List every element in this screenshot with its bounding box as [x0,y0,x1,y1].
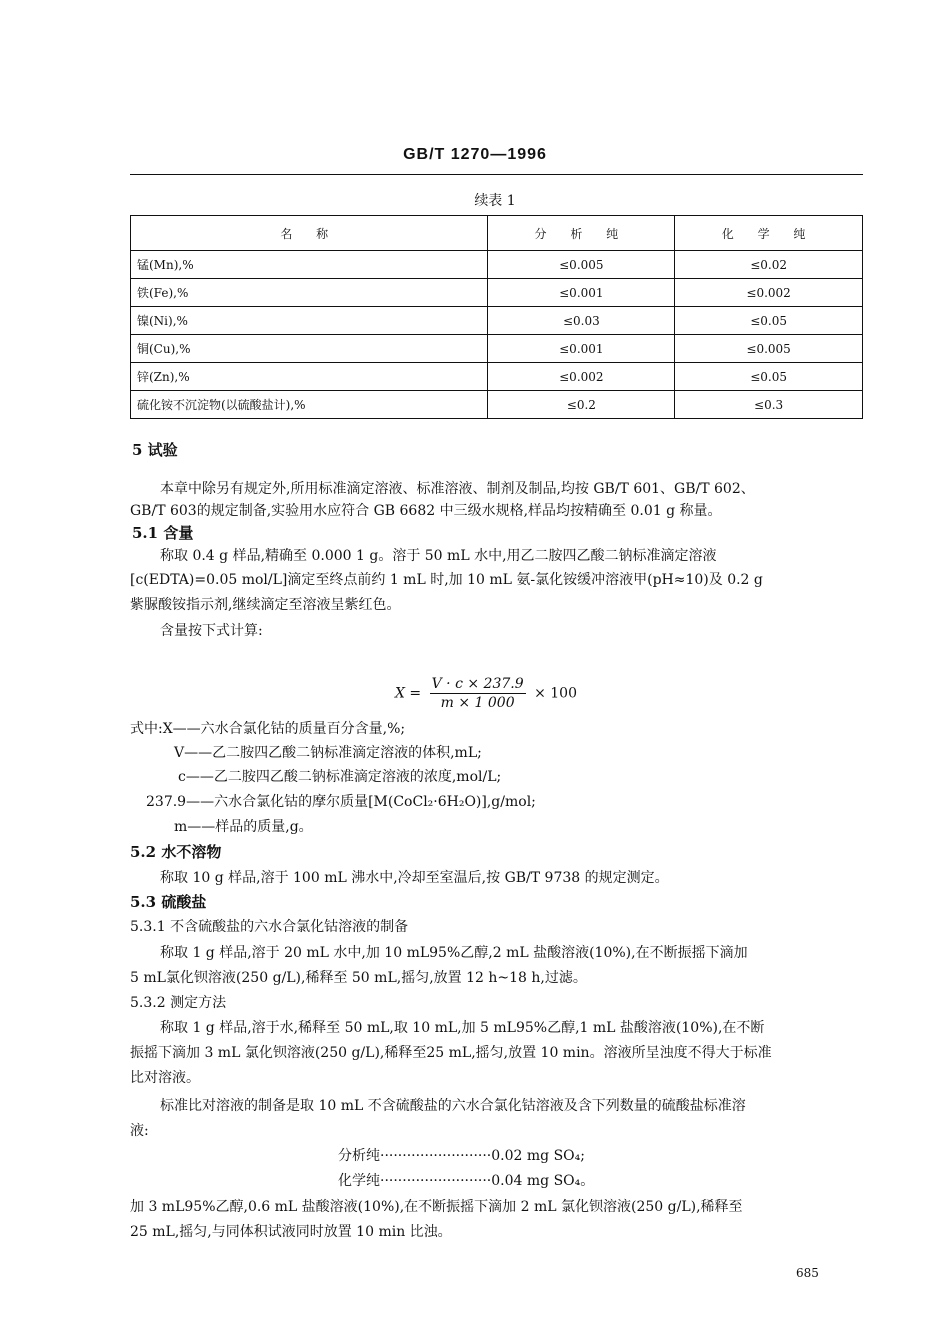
row-label: 硫化铵不沉淀物(以硫酸盐计),% [131,391,488,419]
intro-line-1: 本章中除另有规定外,所用标准滴定溶液、标准溶液、制剂及制品,均按 GB/T 601、GB/T 602、 [160,481,755,497]
table-row [131,335,863,363]
s532-line-3: 比对溶液。 [130,1070,200,1086]
chemical-value: ≤0.005 [675,335,863,363]
formula-lhs: X = [395,685,422,702]
table-row [131,251,863,279]
table-row [131,363,863,391]
chemical-value: ≤0.3 [675,391,863,419]
m-definition: m——样品的质量,g。 [174,819,313,835]
s51-line-2: [c(EDTA)=0.05 mol/L]滴定至终点前约 1 mL 时,加 10 mL 氨-氯化铵缓冲溶液甲(pH≈10)及 0.2 g [130,572,763,588]
formula-numerator: V · c × 237.9 [431,676,524,692]
c-definition: c——乙二胺四乙酸二钠标准滴定溶液的浓度,mol/L; [178,769,502,785]
chemical-value: ≤0.02 [675,251,863,279]
row-label: 铁(Fe),% [131,279,488,307]
chemical-value: ≤0.05 [675,307,863,335]
analytical-value: ≤0.03 [488,307,675,335]
v-definition: V——乙二胺四乙酸二钠标准滴定溶液的体积,mL; [174,745,482,761]
page-number: 685 [796,1266,819,1280]
s532-line-2: 振摇下滴加 3 mL 氯化钡溶液(250 g/L),稀释至25 mL,摇匀,放置 10 min。溶液所呈浊度不得大于标准 [130,1045,772,1061]
section-5-3-1-heading: 5.3.1 不含硫酸盐的六水合氯化钴溶液的制备 [130,919,409,935]
table-caption: 续表 1 [474,193,516,209]
analytical-value: ≤0.001 [488,279,675,307]
col-header-chemical: 化 学 纯 [675,216,863,251]
header-rule [130,174,863,175]
row-label: 镍(Ni),% [131,307,488,335]
calc-intro: 含量按下式计算: [160,623,263,639]
section-5-heading: 5 试验 [132,441,178,459]
standard-code-header: GB/T 1270—1996 [403,146,547,163]
spec-table [130,215,863,419]
section-5-3-heading: 5.3 硫酸盐 [130,893,207,911]
std-line-2: 液: [130,1123,149,1139]
analytical-value: ≤0.005 [488,251,675,279]
col-header-analytical: 分 析 纯 [488,216,675,251]
intro-line-2: GB/T 603的规定制备,实验用水应符合 GB 6682 中三级水规格,样品均按精确至 0.01 g 称量。 [130,503,722,519]
analytical-value: ≤0.002 [488,363,675,391]
final-line-2: 25 mL,摇匀,与同体积试液同时放置 10 min 比浊。 [130,1224,452,1240]
col-header-name: 名 称 [131,216,488,251]
list-analytical: 分析纯·························0.02 mg SO₄; [338,1148,585,1164]
row-label: 锌(Zn),% [131,363,488,391]
s531-line-2: 5 mL氯化钡溶液(250 g/L),稀释至 50 mL,摇匀,放置 12 h~18 h,过滤。 [130,970,587,986]
section-5-1-heading: 5.1 含量 [132,524,194,542]
chemical-value: ≤0.05 [675,363,863,391]
std-line-1: 标准比对溶液的制备是取 10 mL 不含硫酸盐的六水合氯化钴溶液及含下列数量的硫酸盐标准溶 [160,1098,746,1114]
row-label: 锰(Mn),% [131,251,488,279]
table-row [131,391,863,419]
molar-mass-definition: 237.9——六水合氯化钴的摩尔质量[M(CoCl₂·6H₂O)],g/mol; [146,794,536,810]
final-line-1: 加 3 mL95%乙醇,0.6 mL 盐酸溶液(10%),在不断振摇下滴加 2 mL 氯化钡溶液(250 g/L),稀释至 [130,1199,743,1215]
chemical-value: ≤0.002 [675,279,863,307]
table-row [131,279,863,307]
content-formula [395,676,577,711]
table-header-row [131,216,863,251]
where-line: 式中:X——六水合氯化钴的质量百分含量,%; [130,721,406,737]
row-label: 铜(Cu),% [131,335,488,363]
section-5-2-heading: 5.2 水不溶物 [130,843,222,861]
table-row [131,307,863,335]
s51-line-1: 称取 0.4 g 样品,精确至 0.000 1 g。溶于 50 mL 水中,用乙二胺四乙酸二钠标准滴定溶液 [160,548,717,564]
s52-text: 称取 10 g 样品,溶于 100 mL 沸水中,冷却至室温后,按 GB/T 9738 的规定测定。 [160,870,669,886]
s531-line-1: 称取 1 g 样品,溶于 20 mL 水中,加 10 mL95%乙醇,2 mL 盐酸溶液(10%),在不断振摇下滴加 [160,945,748,961]
formula-denominator: m × 1 000 [440,695,515,711]
formula-multiplier: × 100 [534,685,577,702]
analytical-value: ≤0.001 [488,335,675,363]
formula-fraction [430,676,526,711]
s51-line-3: 紫脲酸铵指示剂,继续滴定至溶液呈紫红色。 [130,597,401,613]
section-5-3-2-heading: 5.3.2 测定方法 [130,995,227,1011]
list-chemical: 化学纯·························0.04 mg SO₄。 [338,1173,595,1189]
s532-line-1: 称取 1 g 样品,溶于水,稀释至 50 mL,取 10 mL,加 5 mL95%乙醇,1 mL 盐酸溶液(10%),在不断 [160,1020,765,1036]
analytical-value: ≤0.2 [488,391,675,419]
